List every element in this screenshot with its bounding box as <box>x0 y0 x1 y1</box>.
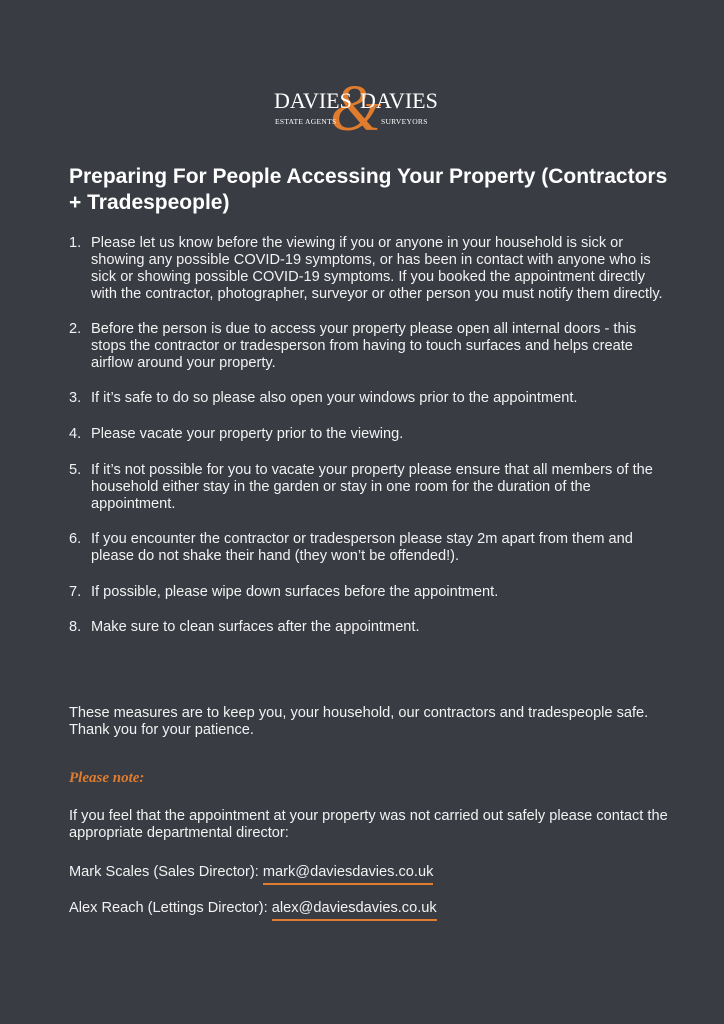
item-number: 4. <box>69 426 82 442</box>
guidance-list <box>69 235 669 636</box>
item-text: Please vacate your property prior to the viewing. <box>91 426 404 442</box>
item-number: 8. <box>69 619 82 635</box>
note-text: If you feel that the appointment at your property was not carried out safely please contact the appropriate departmental director: <box>69 808 668 841</box>
item-number: 1. <box>69 235 82 251</box>
item-text: If it’s safe to do so please also open your windows prior to the appointment. <box>91 390 578 406</box>
page-title: Preparing For People Accessing Your Property (Contractors + Tradespeople) <box>69 165 668 214</box>
sales-director-email-link[interactable]: mark@daviesdavies.co.uk <box>263 864 434 885</box>
item-text: Please let us know before the viewing if you or anyone in your household is sick or showing any possible COVID-19 symptoms, or has been in contact with anyone who is sick or showing possible COVID-19 symptoms. If you booked the appointment directly with the contractor, photographer, surveyor or other person you must notify them directly. <box>91 235 663 302</box>
list-item <box>69 584 669 601</box>
item-number: 2. <box>69 321 82 337</box>
item-text: If it’s not possible for you to vacate your property please ensure that all members of the household either stay in the garden or stay in one room for the duration of the appointment. <box>91 462 653 512</box>
item-text: If you encounter the contractor or tradesperson please stay 2m apart from them and please do not shake their hand (they won’t be offended!). <box>91 531 633 564</box>
list-item <box>69 619 669 636</box>
list-item <box>69 426 669 443</box>
logo-word-left: DAVIES <box>274 88 352 113</box>
lettings-director-email-link[interactable]: alex@daviesdavies.co.uk <box>272 900 437 921</box>
list-item <box>69 390 669 407</box>
item-text: Make sure to clean surfaces after the appointment. <box>91 619 420 635</box>
list-item <box>69 462 669 513</box>
contact-label: Mark Scales (Sales Director): <box>69 864 263 880</box>
list-item <box>69 321 669 372</box>
logo-sub-right: SURVEYORS <box>381 117 428 126</box>
list-item <box>69 235 669 303</box>
list-item <box>69 531 669 565</box>
item-number: 6. <box>69 531 82 547</box>
closing-statement: These measures are to keep you, your household, our contractors and tradespeople safe. Thank you for your patience. <box>69 705 649 738</box>
contact-sales-director <box>69 864 433 881</box>
item-text: If possible, please wipe down surfaces before the appointment. <box>91 584 499 600</box>
contact-label: Alex Reach (Lettings Director): <box>69 900 272 916</box>
item-number: 7. <box>69 584 82 600</box>
logo-word-right: DAVIES <box>360 88 438 113</box>
logo-sub-left: ESTATE AGENTS <box>275 117 337 126</box>
item-number: 3. <box>69 390 82 406</box>
item-number: 5. <box>69 462 82 478</box>
company-logo <box>270 72 442 145</box>
contact-lettings-director <box>69 900 437 917</box>
note-heading: Please note: <box>69 770 145 786</box>
item-text: Before the person is due to access your property please open all internal doors - this stops the contractor or tradesperson from having to touch surfaces and helps create airflow around your property. <box>91 321 637 371</box>
logo-ampersand: & <box>330 72 382 145</box>
